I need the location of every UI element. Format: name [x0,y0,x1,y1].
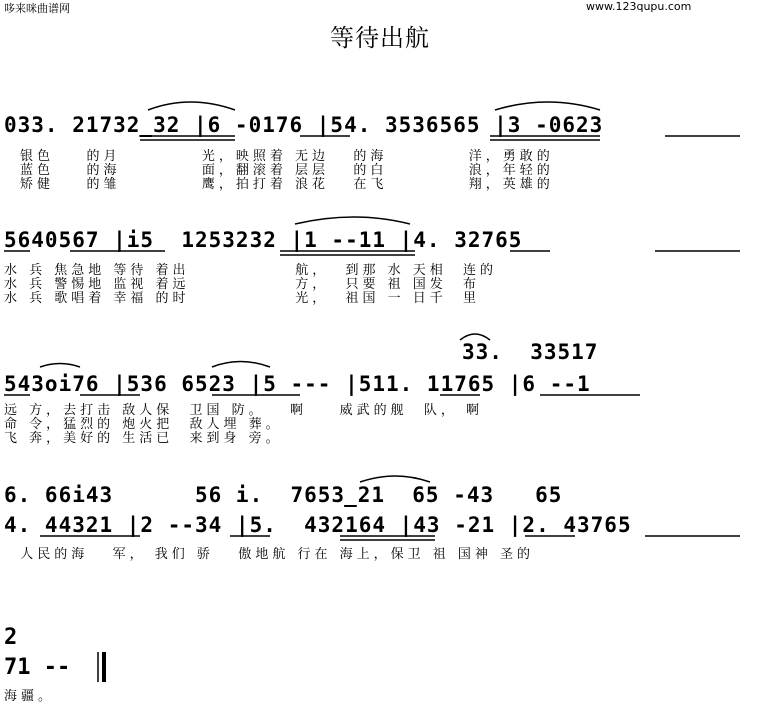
lyric-row-3-verse-3: 飞 奔，美好的 生活已 来到身 旁。 [4,431,283,446]
ending-upper-note: 2 [4,625,18,650]
slur-mark [495,102,600,110]
site-name-left: 哆来咪曲谱网 [4,2,70,15]
slur-mark [360,476,430,482]
lyric-row-1-verse-3: 矫健 的雏 鹰，拍打着 浪花 在飞 翔，英雄的 [20,177,554,192]
site-url: www.123qupu.com [586,0,692,13]
lyric-row-3-verse-2: 命 令，猛烈的 炮火把 敌人埋 葬。 [4,417,283,432]
lyric-row-1-verse-1: 银色 的月 光，映照着 无边 的海 洋，勇敢的 [20,149,554,164]
song-title: 等待出航 [330,24,430,52]
ending-lyric: 海疆。 [4,689,56,704]
notation-row-2: 5640567 |i5 1253232 |1 --11 |4. 32765 [4,228,523,252]
slur-mark [40,364,80,368]
notation-row-3: 543oi76 |536 6523 |5 --- |511. 11765 |6 --1 [4,372,591,396]
slur-mark [148,102,235,110]
lyric-row-2-verse-1: 水 兵 焦急地 等待 着出 航， 到那 水 天相 连的 [4,263,498,278]
lyric-row-2-verse-2: 水 兵 警惕地 监视 着远 方， 只要 祖 国发 布 [4,277,481,292]
lyric-row-1-verse-2: 蓝色 的海 面，翻滚着 层层 的白 浪，年轻的 [20,163,554,178]
notation-row-4: 4. 44321 |2 --34 |5. 432164 |43 -21 |2. 43765 [4,513,632,537]
ending-notes: 71 -- [4,655,71,680]
notation-row-3-upper: 33. 33517 [462,340,599,364]
slur-mark [295,217,410,224]
slur-mark [460,334,490,340]
lyric-row-3-verse-1: 远 方，去打击 敌人保 卫国 防。 啊 威武的舰 队， 啊 [4,403,483,418]
notation-row-4-upper: 6. 66i43 56 i. 7653̲21 65 -43 65 [4,483,563,507]
lyric-row-4: 人民的海 军， 我们 骄 傲地航 行在 海上，保卫 祖 国神 圣的 [4,547,534,562]
slur-mark [212,362,270,368]
lyric-row-2-verse-3: 水 兵 歌唱着 幸福 的时 光， 祖国 一 日千 里 [4,291,481,306]
notation-row-1: 033. 21732̲32 |6 -0176 |54. 3536565 |3 -0623 [4,113,604,137]
